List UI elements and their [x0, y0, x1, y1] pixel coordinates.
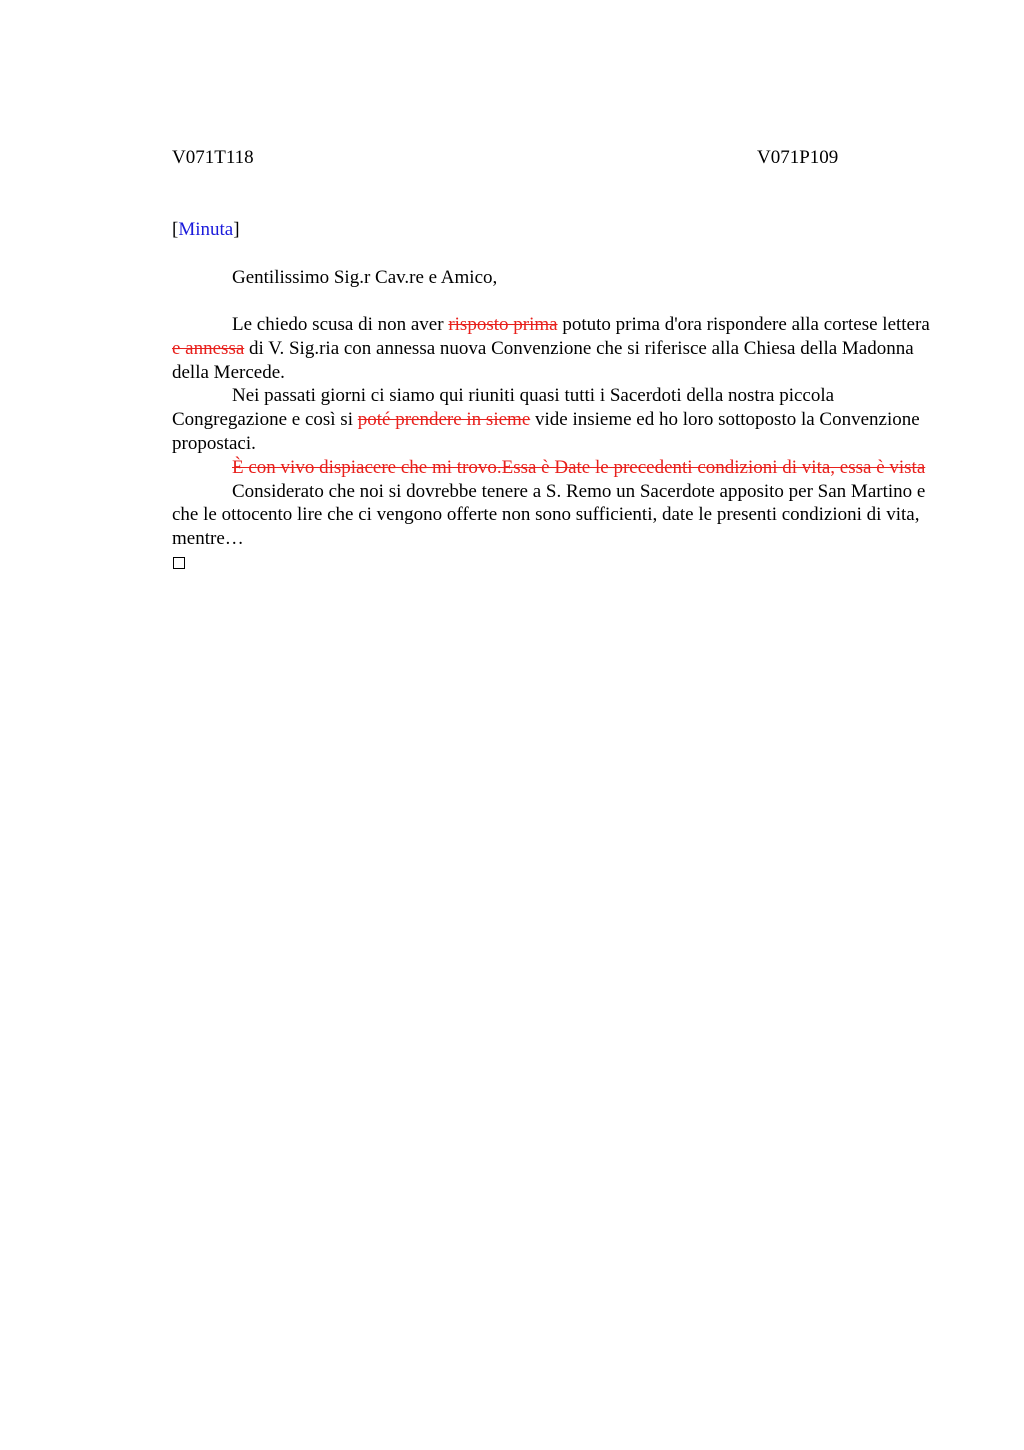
- paragraph-3: [172, 456, 932, 480]
- paragraph-1-deletion-1: risposto prima: [448, 314, 558, 335]
- paragraph-4-text-1: Considerato che noi si dovrebbe tenere a S. Remo un Sacerdote apposito per San Martino e che le ottocento lire che ci vengono offerte non sono sufficienti, date le presenti condizioni di vita, mentre…: [172, 480, 926, 550]
- letter-body: [172, 313, 932, 551]
- minuta-label: [172, 218, 240, 242]
- document-code-left: V071T118: [172, 147, 254, 168]
- paragraph-1-text-1: Le chiedo scusa di non aver: [232, 314, 449, 335]
- greeting: Gentilissimo Sig.r Cav.re e Amico,: [232, 267, 498, 288]
- close-bracket: ]: [233, 219, 240, 240]
- document-code-right: V071P109: [757, 147, 839, 168]
- paragraph-1-deletion-2: e annessa: [172, 337, 245, 359]
- end-square-icon: [173, 557, 185, 569]
- paragraph-1-text-2: potuto prima d'ora rispondere alla cortese lettera: [557, 314, 930, 335]
- paragraph-2-deletion-1: poté prendere in sieme: [357, 409, 531, 431]
- paragraph-1: [172, 313, 932, 384]
- paragraph-3-deletion-1: È con vivo dispiacere che mi trovo.Essa è Date le precedenti condizioni di vita, essa è vista: [232, 456, 926, 478]
- open-bracket: [: [172, 219, 179, 240]
- paragraph-2-text-1: Nei passati giorni ci siamo qui riuniti quasi tutti i Sacerdoti della nostra piccola Congregazione e così si: [172, 385, 835, 431]
- paragraph-2-text-2: vide insieme ed ho loro sottoposto la Convenzione propostaci.: [172, 409, 920, 454]
- minuta-word: Minuta: [178, 219, 234, 240]
- paragraph-4: [172, 480, 932, 551]
- paragraph-2: [172, 384, 932, 455]
- paragraph-1-text-3: di V. Sig.ria con annessa nuova Convenzione che si riferisce alla Chiesa della Madonna della Mercede.: [172, 337, 914, 383]
